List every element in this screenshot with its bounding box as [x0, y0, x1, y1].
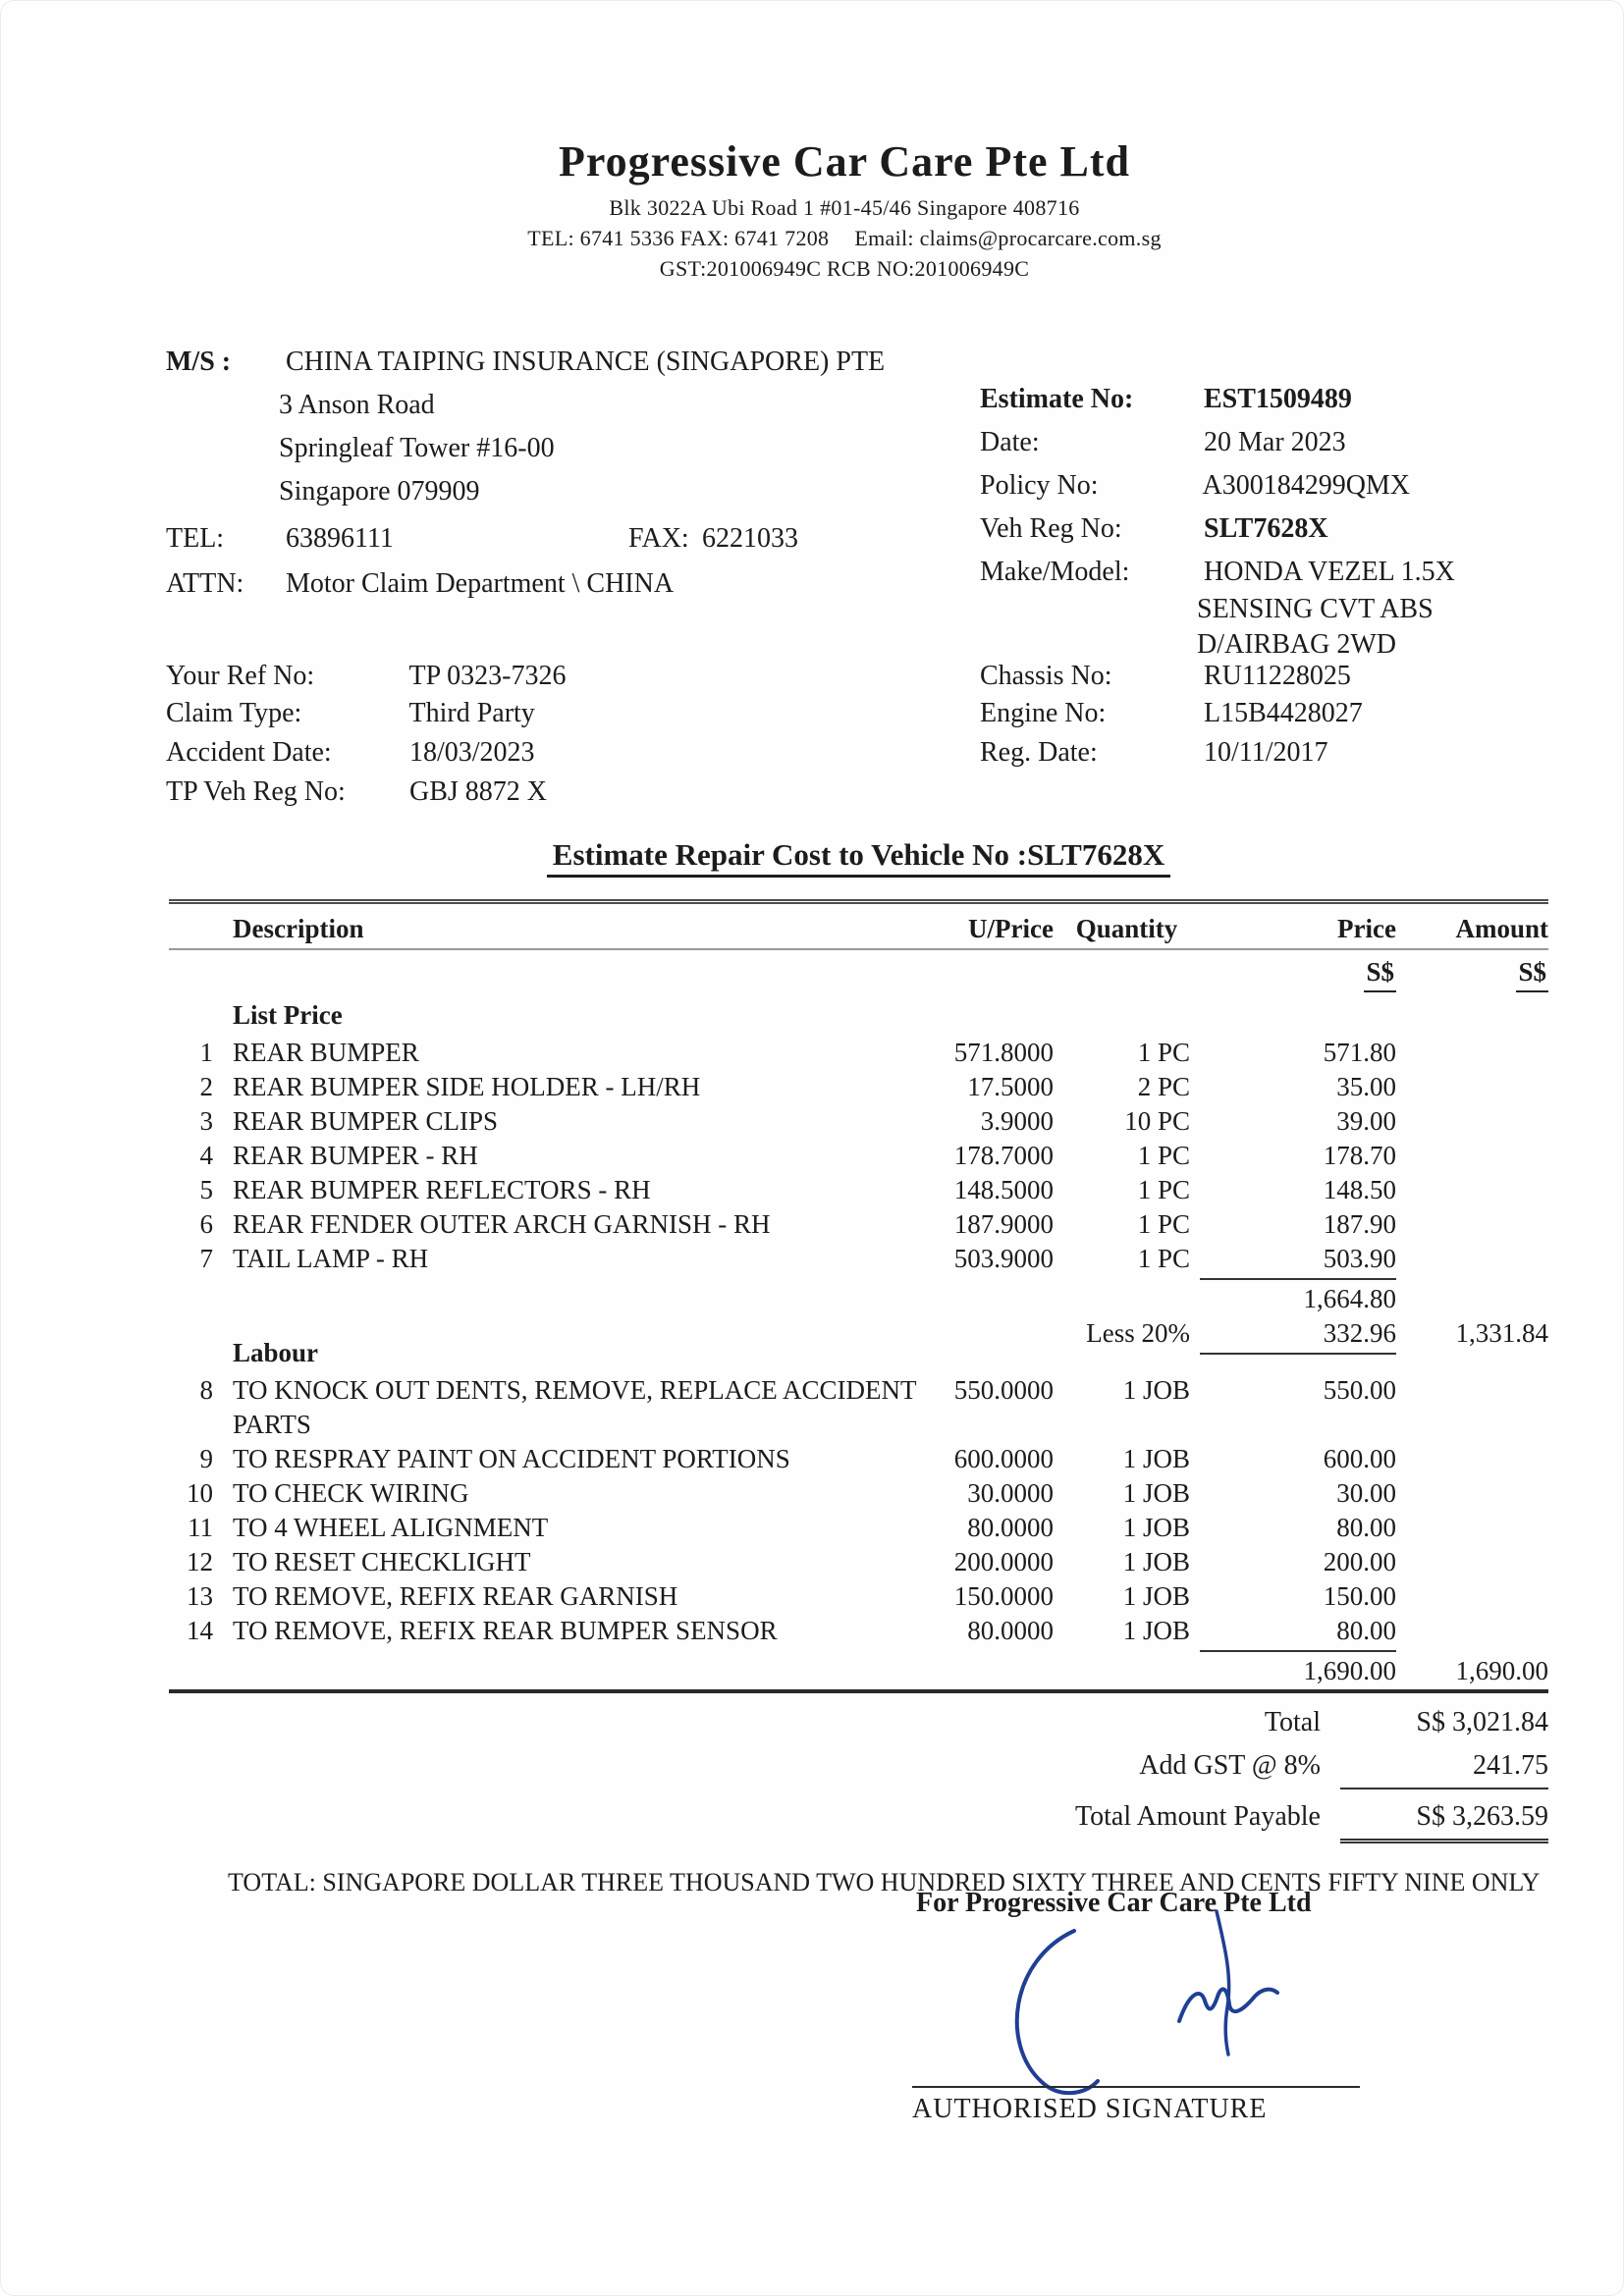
row-no: 4: [199, 1141, 213, 1170]
gst-row: [169, 1744, 1548, 1788]
table-row: [169, 1070, 1548, 1104]
table-row: [169, 1104, 1548, 1139]
currency-amount: S$: [1516, 955, 1548, 992]
table-row: [169, 1545, 1548, 1579]
date-label: Date:: [980, 427, 1040, 457]
reg-date: 10/11/2017: [1204, 737, 1328, 768]
row-desc: TO REMOVE, REFIX REAR GARNISH: [233, 1581, 678, 1611]
row-price: 148.50: [1323, 1175, 1396, 1204]
recipient-address-3: Singapore 079909: [279, 476, 480, 507]
accident-date: 18/03/2023: [409, 737, 535, 768]
labour-subtotal: 1,690.00: [1303, 1656, 1396, 1685]
make-model-line1: HONDA VEZEL 1.5X: [1204, 557, 1455, 587]
claim-type-row: [166, 698, 535, 729]
row-qty: 1 PC: [1137, 1209, 1190, 1239]
recipient-tel: 63896111: [286, 523, 394, 554]
payable-value: S$ 3,263.59: [1416, 1801, 1548, 1832]
company-contact: [1, 226, 1623, 251]
currency-price: S$: [1364, 955, 1396, 992]
row-desc: REAR BUMPER SIDE HOLDER - LH/RH: [233, 1072, 701, 1101]
row-qty: 1 JOB: [1122, 1444, 1190, 1473]
row-uprice: 3.9000: [980, 1106, 1054, 1136]
tp-veh-label: TP Veh Reg No:: [166, 776, 346, 807]
row-qty: 2 PC: [1137, 1072, 1190, 1101]
engine-label: Engine No:: [980, 698, 1107, 728]
veh-reg-no: SLT7628X: [1204, 513, 1328, 544]
row-no: 11: [188, 1513, 213, 1542]
table-row: [169, 1476, 1548, 1511]
policy-no: A300184299QMX: [1202, 470, 1411, 501]
section-title-wrap: [169, 837, 1548, 878]
row-no: 14: [187, 1616, 213, 1645]
row-qty: 1 JOB: [1122, 1513, 1190, 1542]
parts-amount: 1,331.84: [1455, 1318, 1548, 1348]
row-no: 10: [187, 1478, 213, 1508]
veh-reg-label: Veh Reg No:: [980, 513, 1122, 544]
row-no: 3: [199, 1106, 213, 1136]
header-quantity: Quantity: [1075, 914, 1178, 943]
recipient-name: CHINA TAIPING INSURANCE (SINGAPORE) PTE: [286, 347, 886, 377]
policy-label: Policy No:: [980, 470, 1099, 501]
chassis-label: Chassis No:: [980, 661, 1112, 691]
totals-section: [169, 1689, 1548, 1897]
policy-row: [980, 470, 1410, 502]
company-address: Blk 3022A Ubi Road 1 #01-45/46 Singapore 408716: [609, 195, 1080, 220]
table-row: [169, 1036, 1548, 1070]
accident-date-row: [166, 737, 535, 769]
total-row: [169, 1701, 1548, 1744]
recipient-row: [166, 347, 885, 378]
ms-label: M/S :: [166, 347, 232, 377]
engine-no: L15B4428027: [1204, 698, 1363, 728]
row-price: 35.00: [1336, 1072, 1396, 1101]
row-desc: TO 4 WHEEL ALIGNMENT: [233, 1513, 549, 1542]
recipient-attn: Motor Claim Department \ CHINA: [286, 568, 675, 599]
row-desc: TO RESPRAY PAINT ON ACCIDENT PORTIONS: [233, 1444, 790, 1473]
row-price: 39.00: [1336, 1106, 1396, 1136]
payable-rule: [1340, 1839, 1548, 1843]
recipient-address-2: Springleaf Tower #16-00: [279, 433, 555, 463]
less-label: Less 20%: [1086, 1318, 1190, 1348]
row-uprice: 150.0000: [953, 1581, 1054, 1611]
signature-scribble: [963, 1903, 1317, 2100]
labour-subtotal-row: [169, 1654, 1548, 1688]
estimate-no-label: Estimate No:: [980, 384, 1134, 414]
row-qty: 1 JOB: [1122, 1547, 1190, 1576]
parts-table: [169, 899, 1548, 1357]
row-price: 80.00: [1336, 1513, 1396, 1542]
table-row: [169, 1173, 1548, 1207]
parts-subtotal-row: [169, 1282, 1548, 1316]
row-desc: REAR BUMPER CLIPS: [233, 1106, 499, 1136]
row-price: 200.00: [1323, 1547, 1396, 1576]
tel-label: TEL:: [166, 523, 225, 554]
row-desc: TAIL LAMP - RH: [233, 1244, 429, 1273]
table-row: [169, 1373, 1548, 1442]
row-no: 1: [199, 1038, 213, 1067]
row-no: 5: [199, 1175, 213, 1204]
row-desc: REAR FENDER OUTER ARCH GARNISH - RH: [233, 1209, 771, 1239]
reg-date-row: [980, 737, 1328, 769]
row-no: 2: [199, 1072, 213, 1101]
amount-in-words: TOTAL: SINGAPORE DOLLAR THREE THOUSAND TWO HUNDRED SIXTY THREE AND CENTS FIFTY NINE ONLY: [228, 1868, 1541, 1896]
payable-row: [169, 1795, 1548, 1839]
row-desc: REAR BUMPER - RH: [233, 1141, 478, 1170]
row-price: 80.00: [1336, 1616, 1396, 1645]
table-row: [169, 1511, 1548, 1545]
row-no: 9: [199, 1444, 213, 1473]
row-qty: 1 JOB: [1122, 1478, 1190, 1508]
row-desc: TO RESET CHECKLIGHT: [233, 1547, 531, 1576]
section-title: Estimate Repair Cost to Vehicle No :SLT7628X: [547, 837, 1170, 878]
labour-table: [169, 1338, 1548, 1688]
your-ref: TP 0323-7326: [408, 661, 567, 691]
row-uprice: 571.8000: [953, 1038, 1054, 1067]
row-no: 6: [199, 1209, 213, 1239]
engine-row: [980, 698, 1363, 729]
row-price: 30.00: [1336, 1478, 1396, 1508]
table-row: [169, 1139, 1548, 1173]
row-uprice: 148.5000: [953, 1175, 1054, 1204]
table-row: [169, 1242, 1548, 1276]
row-price: 187.90: [1323, 1209, 1396, 1239]
signature-line: [912, 2086, 1360, 2088]
company-registration: GST:201006949C RCB NO:201006949C: [659, 256, 1030, 281]
gst-rule: [1340, 1788, 1548, 1789]
attn-label: ATTN:: [166, 568, 244, 599]
make-model-label: Make/Model:: [980, 557, 1130, 587]
row-uprice: 80.0000: [967, 1513, 1054, 1542]
table-header-row: [169, 904, 1548, 948]
gst-value: 241.75: [1473, 1750, 1548, 1781]
row-qty: 1 PC: [1137, 1175, 1190, 1204]
row-qty: 1 PC: [1137, 1038, 1190, 1067]
labour-amount: 1,690.00: [1455, 1656, 1548, 1685]
gst-label: Add GST @ 8%: [1139, 1750, 1321, 1781]
row-desc: REAR BUMPER: [233, 1038, 419, 1067]
row-price: 150.00: [1323, 1581, 1396, 1611]
list-price-label: List Price: [233, 1000, 343, 1030]
estimate-no-row: [980, 384, 1352, 415]
company-tel-fax: TEL: 6741 5336 FAX: 6741 7208: [527, 226, 830, 250]
recipient-address-1: 3 Anson Road: [279, 390, 435, 420]
payable-label: Total Amount Payable: [1074, 1801, 1321, 1832]
make-model-row: [980, 557, 1455, 588]
company-name: Progressive Car Care Pte Ltd: [559, 137, 1130, 186]
estimate-no: EST1509489: [1204, 384, 1352, 414]
row-price: 178.70: [1323, 1141, 1396, 1170]
table-row: [169, 1207, 1548, 1242]
row-uprice: 80.0000: [967, 1616, 1054, 1645]
your-ref-row: [166, 661, 566, 692]
accident-date-label: Accident Date:: [166, 737, 332, 768]
your-ref-label: Your Ref No:: [166, 661, 315, 691]
row-qty: 1 JOB: [1122, 1616, 1190, 1645]
chassis-no: RU11228025: [1204, 661, 1351, 691]
parts-subtotal: 1,664.80: [1303, 1284, 1396, 1313]
row-uprice: 550.0000: [953, 1375, 1054, 1405]
row-price: 571.80: [1323, 1038, 1396, 1067]
claim-type-label: Claim Type:: [166, 698, 302, 728]
less-value: 332.96: [1323, 1318, 1396, 1348]
table-row: [169, 1442, 1548, 1476]
row-qty: 1 JOB: [1122, 1375, 1190, 1405]
row-no: 12: [187, 1547, 213, 1576]
recipient-fax: 6221033: [702, 523, 798, 554]
row-uprice: 178.7000: [953, 1141, 1054, 1170]
authorised-signature-label: AUTHORISED SIGNATURE: [912, 2094, 1268, 2124]
table-row: [169, 1579, 1548, 1614]
attn-row: [166, 568, 674, 600]
row-qty: 1 PC: [1137, 1141, 1190, 1170]
reg-date-label: Reg. Date:: [980, 737, 1098, 768]
date-row: [980, 427, 1346, 458]
tp-veh: GBJ 8872 X: [409, 776, 548, 807]
header-amount: Amount: [1455, 914, 1548, 943]
row-uprice: 187.9000: [953, 1209, 1054, 1239]
header-u-price: U/Price: [968, 914, 1054, 943]
row-no: 7: [199, 1244, 213, 1273]
row-uprice: 17.5000: [967, 1072, 1054, 1101]
row-no: 8: [199, 1375, 213, 1405]
row-no: 13: [187, 1581, 213, 1611]
company-email: Email: claims@procarcare.com.sg: [854, 226, 1162, 250]
row-desc: TO KNOCK OUT DENTS, REMOVE, REPLACE ACCIDENT PARTS: [233, 1375, 917, 1439]
row-qty: 10 PC: [1124, 1106, 1190, 1136]
table-row: [169, 1614, 1548, 1648]
total-value: S$ 3,021.84: [1416, 1707, 1548, 1737]
row-desc: TO CHECK WIRING: [233, 1478, 469, 1508]
row-price: 503.90: [1323, 1244, 1396, 1273]
veh-reg-row: [980, 513, 1328, 545]
chassis-row: [980, 661, 1351, 692]
make-model-line3: D/AIRBAG 2WD: [1197, 629, 1396, 660]
total-label: Total: [1264, 1707, 1321, 1737]
row-qty: 1 PC: [1137, 1244, 1190, 1273]
claim-type: Third Party: [408, 698, 535, 728]
row-price: 550.00: [1323, 1375, 1396, 1405]
currency-row: [169, 950, 1548, 1000]
row-uprice: 30.0000: [967, 1478, 1054, 1508]
row-desc: REAR BUMPER REFLECTORS - RH: [233, 1175, 651, 1204]
tp-veh-row: [166, 776, 547, 808]
header-price: Price: [1337, 914, 1396, 943]
row-uprice: 200.0000: [953, 1547, 1054, 1576]
row-price: 600.00: [1323, 1444, 1396, 1473]
for-company: For Progressive Car Care Pte Ltd: [916, 1888, 1312, 1918]
row-qty: 1 JOB: [1122, 1581, 1190, 1611]
make-model-line2: SENSING CVT ABS: [1197, 594, 1434, 624]
labour-label: Labour: [233, 1338, 319, 1367]
totals-top-rule: [169, 1689, 1548, 1693]
row-desc: TO REMOVE, REFIX REAR BUMPER SENSOR: [233, 1616, 778, 1645]
estimate-date: 20 Mar 2023: [1204, 427, 1346, 457]
fax-label: FAX:: [628, 523, 689, 554]
header-description: Description: [233, 914, 364, 943]
row-uprice: 600.0000: [953, 1444, 1054, 1473]
row-uprice: 503.9000: [953, 1244, 1054, 1273]
